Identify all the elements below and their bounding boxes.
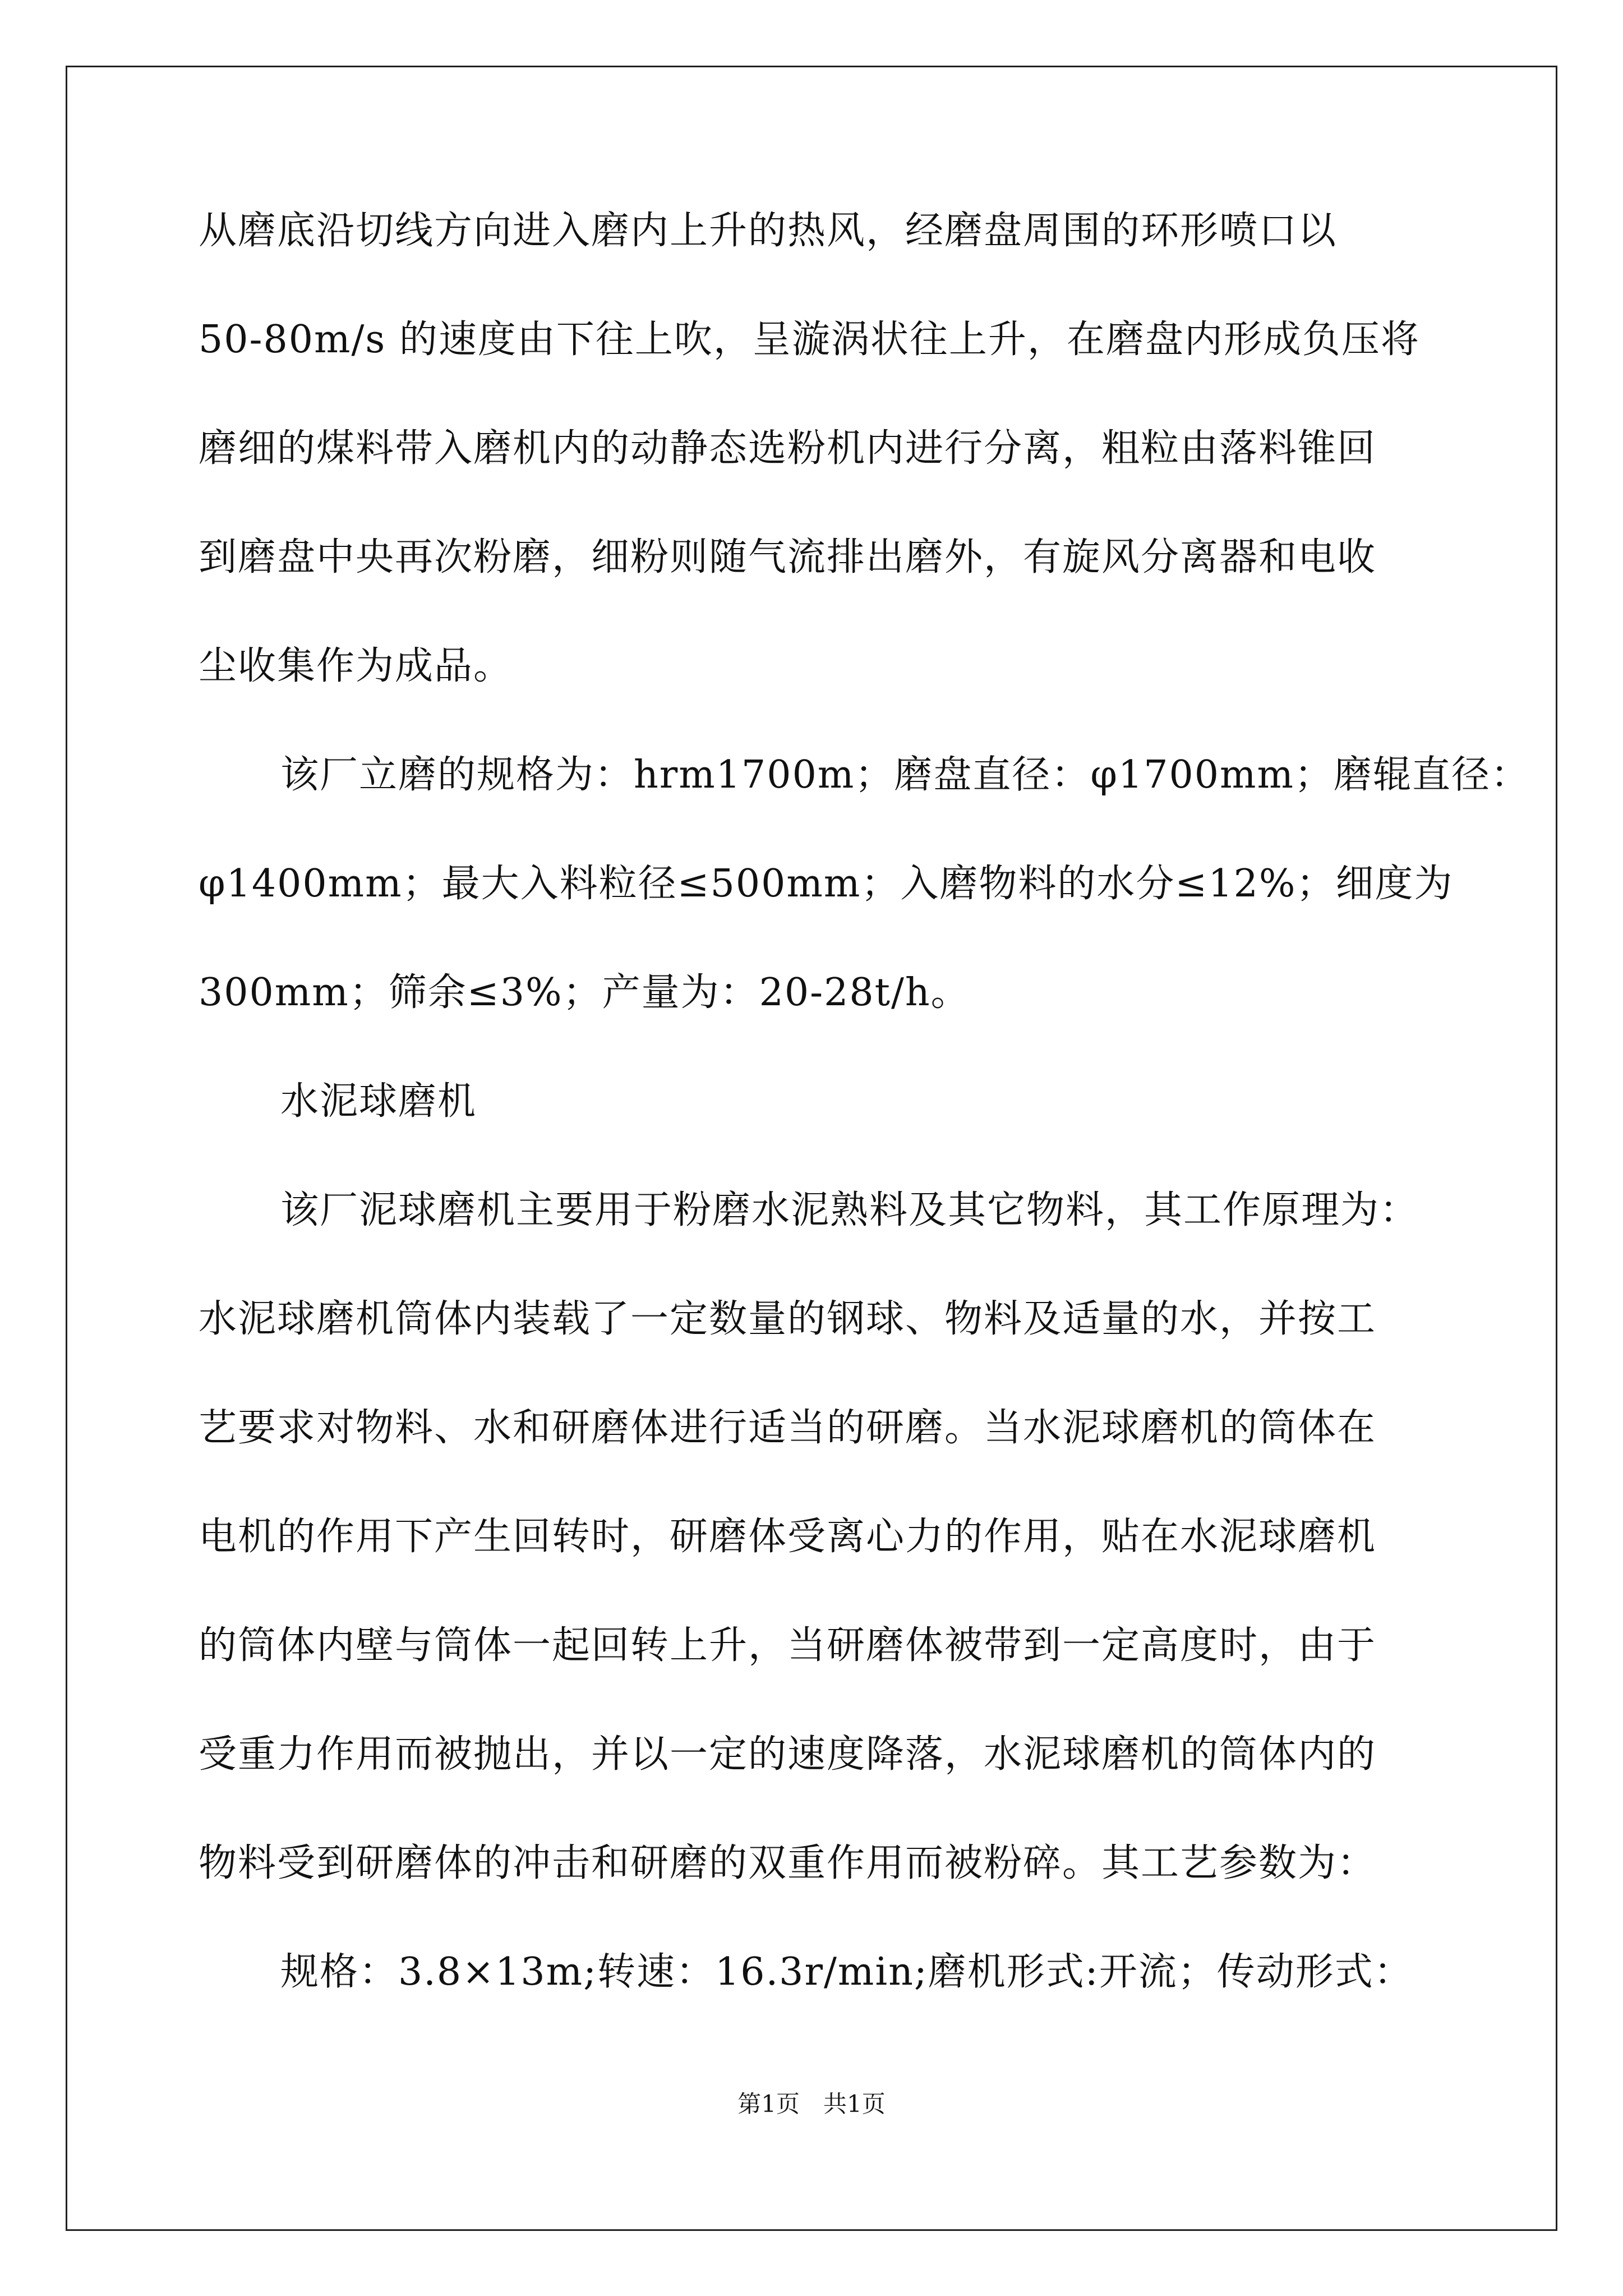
text-line: 受重力作用而被抛出，并以一定的速度降落，水泥球磨机的筒体内的: [199, 1732, 1377, 1777]
paragraph-start: 该厂立磨的规格为：hrm1700m；磨盘直径：φ1700mm；磨辊直径：: [280, 753, 1530, 797]
text-line: φ1400mm；最大入料粒径≤500mm；入磨物料的水分≤12%；细度为: [199, 862, 1454, 906]
text-line: 磨细的煤料带入磨机内的动静态选粉机内进行分离，粗粒由落料锥回: [199, 426, 1377, 471]
text-line: 50-80m/s 的速度由下往上吹，呈漩涡状往上升，在磨盘内形成负压将: [199, 318, 1420, 362]
text-line: 的筒体内壁与筒体一起回转上升，当研磨体被带到一定高度时，由于: [199, 1623, 1377, 1668]
section-heading: 水泥球磨机: [280, 1079, 477, 1124]
paragraph-start: 规格：3.8×13m;转速：16.3r/min;磨机形式:开流；传动形式：: [280, 1950, 1413, 1994]
paragraph-start: 该厂泥球磨机主要用于粉磨水泥熟料及其它物料，其工作原理为：: [280, 1188, 1419, 1232]
text-line: 水泥球磨机筒体内装载了一定数量的钢球、物料及适量的水，并按工: [199, 1297, 1377, 1341]
text-line: 到磨盘中央再次粉磨，细粉则随气流排出磨外，有旋风分离器和电收: [199, 535, 1377, 579]
text-line: 从磨底沿切线方向进入磨内上升的热风，经磨盘周围的环形喷口以: [199, 209, 1338, 253]
text-line: 艺要求对物料、水和研磨体进行适当的研磨。当水泥球磨机的筒体在: [199, 1406, 1377, 1450]
text-line: 物料受到研磨体的冲击和研磨的双重作用而被粉碎。其工艺参数为：: [199, 1841, 1377, 1885]
page-border: [66, 66, 1557, 2231]
text-line: 尘收集作为成品。: [199, 644, 513, 688]
text-line: 电机的作用下产生回转时，研磨体受离心力的作用，贴在水泥球磨机: [199, 1515, 1377, 1559]
page-footer: 第1页 共1页: [737, 2090, 886, 2118]
text-line: 300mm；筛余≤3%；产量为：20-28t/h。: [199, 970, 970, 1015]
